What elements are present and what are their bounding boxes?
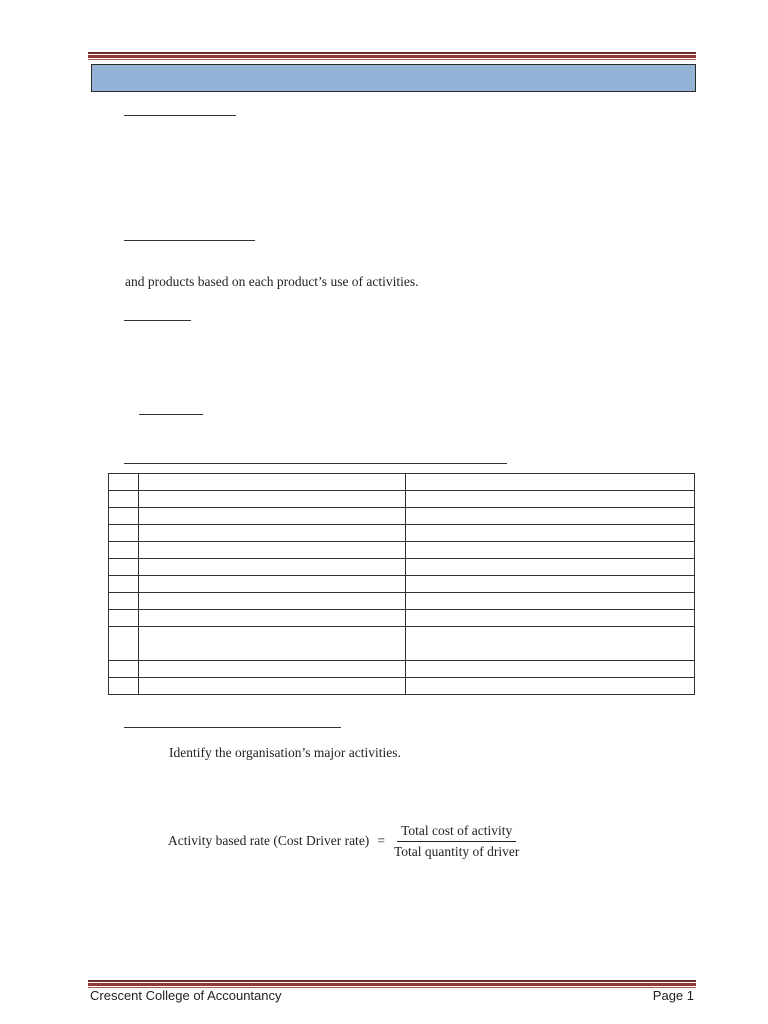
table-cell xyxy=(139,559,406,576)
table-row xyxy=(109,678,695,695)
table-cell xyxy=(109,661,139,678)
table-row xyxy=(109,610,695,627)
table-cell xyxy=(406,508,695,525)
step-identify-activities: Identify the organisation’s major activities. xyxy=(169,745,401,760)
table-cell xyxy=(109,474,139,491)
heading-underline-2 xyxy=(124,240,255,241)
table-cell xyxy=(139,508,406,525)
table-cell xyxy=(406,627,695,661)
table-row xyxy=(109,661,695,678)
table-cell xyxy=(139,542,406,559)
table-cell xyxy=(109,576,139,593)
table-cell xyxy=(109,678,139,695)
table-row xyxy=(109,474,695,491)
table-cell xyxy=(139,661,406,678)
table-cell xyxy=(406,576,695,593)
heading-underline-3 xyxy=(124,320,191,321)
footer-college-name: Crescent College of Accountancy xyxy=(90,988,282,1003)
table-cell xyxy=(406,593,695,610)
table-cell xyxy=(406,474,695,491)
table-cell xyxy=(109,627,139,661)
table-cell xyxy=(139,576,406,593)
table-heading-underline xyxy=(124,463,507,464)
table-cell xyxy=(406,542,695,559)
table-cell xyxy=(139,678,406,695)
table-cell xyxy=(139,474,406,491)
table-cell xyxy=(406,559,695,576)
table-row xyxy=(109,508,695,525)
body-paragraph-activities: and products based on each product’s use of activities. xyxy=(125,274,419,289)
table-cell xyxy=(109,593,139,610)
table-row xyxy=(109,542,695,559)
cost-driver-formula xyxy=(168,820,523,862)
table-cell xyxy=(139,593,406,610)
activity-table xyxy=(108,473,695,695)
table-cell xyxy=(109,508,139,525)
table-row xyxy=(109,576,695,593)
formula-denominator: Total quantity of driver xyxy=(393,843,520,859)
table-cell xyxy=(139,610,406,627)
table-cell xyxy=(109,610,139,627)
table-row xyxy=(109,559,695,576)
table-row xyxy=(109,593,695,610)
table-cell xyxy=(406,661,695,678)
formula-fraction xyxy=(390,823,523,860)
table-cell xyxy=(406,610,695,627)
footer-page-number: Page 1 xyxy=(652,988,694,1003)
heading-underline-4 xyxy=(139,414,203,415)
table-cell xyxy=(139,491,406,508)
title-banner xyxy=(91,64,696,92)
table-cell xyxy=(406,491,695,508)
table-row xyxy=(109,491,695,508)
heading-underline-5 xyxy=(124,727,341,728)
table-row xyxy=(109,525,695,542)
table-cell xyxy=(109,542,139,559)
footer-rule xyxy=(88,980,696,988)
table-cell xyxy=(139,627,406,661)
table-cell xyxy=(406,525,695,542)
table-cell xyxy=(109,491,139,508)
heading-underline-1 xyxy=(124,115,236,116)
formula-equals: = xyxy=(377,833,385,848)
formula-numerator: Total cost of activity xyxy=(397,823,516,842)
table-row xyxy=(109,627,695,661)
formula-lhs: Activity based rate (Cost Driver rate) xyxy=(168,833,370,848)
table-cell xyxy=(139,525,406,542)
table-cell xyxy=(406,678,695,695)
header-rule xyxy=(88,52,696,60)
table-cell xyxy=(109,525,139,542)
table-cell xyxy=(109,559,139,576)
